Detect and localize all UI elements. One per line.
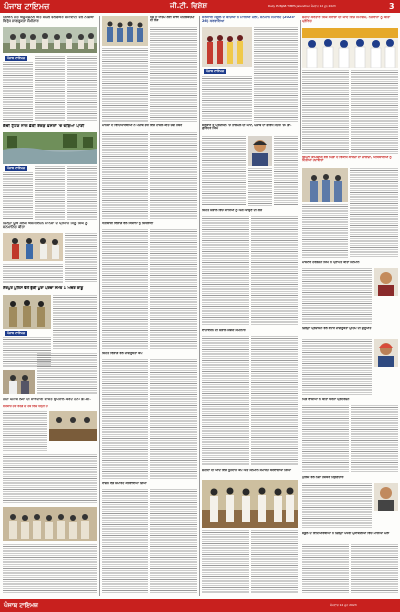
article-body — [202, 530, 249, 594]
students-photo — [202, 27, 252, 67]
article-body — [251, 216, 298, 326]
article-body — [274, 136, 298, 206]
article-body — [102, 48, 148, 122]
headline: ਸਿਹਤ ਸੰਭਾਲ ਵਿੱਚ ਸਾਰਿਆਂ ਨੂੰ ਅੱਗੇ ਆਉਣ ਦੀ ਲੋੜ — [202, 209, 263, 212]
article-body — [302, 339, 372, 395]
headline: ਸਿਹਤ ਵਿਭਾਗ ਵੱਲੋਂ ਜਾਗਰੂਕਤਾ ਕੈਂਪ — [102, 352, 143, 355]
article-body — [302, 70, 349, 154]
article-body — [302, 483, 372, 529]
crowd-photo — [3, 507, 97, 541]
photo-tag: ਪੰਜਾਬ ਟਾਇਮਜ਼ — [7, 56, 26, 60]
person-portrait — [374, 339, 398, 367]
article-body — [351, 405, 398, 473]
article-body — [67, 166, 97, 220]
headline: ਮਾਸਟਰ ਹਰਭਜਨ ਸਿੰਘ ਨੇ ਪ੍ਰਾਪਤ ਕੀਤਾ ਸਨਮਾਨ — [302, 261, 360, 264]
article-body — [35, 56, 65, 122]
group-photo — [3, 27, 97, 53]
classroom-photo — [102, 16, 148, 46]
article-body — [150, 132, 197, 220]
subheadline: ਸਰਕਾਰ ਹਰ ਵਰਗ ਦੇ ਹੱਕ ਵਿੱਚ ਖੜ੍ਹੀ ਹੈ — [3, 405, 48, 408]
headline: ਕੱਚੀ ਟੁੱਟਣ ਨਾਲ ਛੱਤੀ ਏਕੜ ਫ਼ਸਲਾਂ 'ਚ ਵੜਿਆ ਪਾਣੀ — [3, 124, 85, 128]
headline: ਗਿਆਨ ਜੋਤ ਐਜੂਕੇਸ਼ਨਲ ਅਤੇ ਸੋਸ਼ਲ ਵੈੱਲਫੇਅਰ ਸੋਸਾਇਟੀ ਵੱਲੋਂ ਨਸ਼ਿਆਂ ਵਿਰੁੱਧ ਜਾਗਰੂਕਤਾ ਸੈਮੀਨਾਰ — [3, 16, 95, 23]
column-divider — [99, 16, 100, 596]
headline: ਸ਼ਹੀਦਾਂ ਦੀ ਯਾਦ ਵਿੱਚ ਖੂਨਦਾਨ ਕੈਂਪ ਅਤੇ ਸਨਮਾਨ ਸਮਾਰੋਹ ਕਰਵਾਇਆ ਗਿਆ — [202, 469, 291, 472]
flood-photo — [3, 132, 97, 164]
article-body — [35, 166, 65, 220]
article-body — [3, 411, 47, 451]
official-photo — [302, 168, 348, 202]
headline: ਖੇਤੀਬਾੜੀ ਵਿਭਾਗ ਵੱਲੋਂ ਕਿਸਾਨਾਂ ਨੂੰ ਸਿਖਲਾਈ — [102, 222, 154, 225]
headline: ਨਸ਼ੇ ਦੇ ਖਾਤਮੇ ਲਈ ਸਾਂਝੀ ਪਹਿਲਕਦਮੀ ਦੀ ਲੋੜ — [150, 16, 195, 23]
article-body — [302, 405, 349, 473]
ceremony-photo — [202, 480, 298, 528]
page-number: 3 — [389, 2, 395, 11]
photo-tag: ਪੰਜਾਬ ਟਾਇਮਜ਼ — [7, 166, 26, 170]
date-line: Daily PUNJAB TIMES Jalandhar ਸੋਮਵਾਰ 12 ਜੂਨ 2023 — [268, 4, 336, 8]
article-body — [102, 132, 148, 220]
headline: ਵਾਤਾਵਰਨ ਦੀ ਸੰਭਾਲ ਸਬੰਧੀ ਸੈਮੀਨਾਰ — [202, 329, 246, 332]
person-portrait — [374, 483, 398, 511]
article-body — [202, 336, 249, 466]
article-body — [302, 204, 348, 258]
article-body — [37, 353, 97, 395]
article-body — [202, 76, 252, 122]
article-body — [102, 359, 148, 479]
article-body — [150, 27, 197, 122]
article-body — [254, 27, 298, 122]
article-body — [248, 168, 272, 206]
meeting-photo — [49, 411, 97, 441]
headline: ਜ਼ਿਲ੍ਹਾ ਪ੍ਰਸ਼ਾਸਨ ਵੱਲੋਂ ਵੋਟਰ ਜਾਗਰੂਕਤਾ ਮੁਹਿੰਮ ਦੀ ਸ਼ੁਰੂਆਤ — [302, 327, 372, 330]
footer-date: ਸੋਮਵਾਰ 12 ਜੂਨ 2023 — [330, 603, 357, 607]
portrait-photo — [248, 136, 272, 166]
headline: ਡਿਪਟੀ ਕਮਿਸ਼ਨਰ ਵੱਲੋਂ ਪਿੰਡਾਂ ਦੇ ਵਿਕਾਸ ਕਾਰਜਾਂ ਦਾ ਜਾਇਜ਼ਾ, ਅਧਿਕਾਰੀਆਂ ਨੂੰ ਦਿੱਤੀਆਂ ਹਦਾਇਤਾਂ — [302, 156, 392, 163]
photo-tag: ਪੰਜਾਬ ਟਾਇਮਜ਼ — [206, 69, 225, 73]
photo-tag: ਪੰਜਾਬ ਟਾਇਮਜ਼ — [7, 331, 26, 335]
headline: ਸ਼ਹੀਦ ਕਰਤਾਰ ਸਿੰਘ ਸਰਾਭਾ ਦੀ ਯਾਦ ਵਿੱਚ ਸਮਾਗਮ, ਨੌਜਵਾਨਾਂ ਨੂੰ ਕੀਤਾ ਪ੍ਰੇਰਿਤ — [302, 16, 391, 23]
event-photo — [3, 370, 35, 394]
police-photo — [3, 295, 51, 329]
article-body — [67, 56, 97, 122]
religious-gathering-photo — [302, 28, 398, 68]
article-body — [3, 454, 97, 504]
article-body — [251, 336, 298, 466]
footer-masthead: ਪੰਜਾਬ ਟਾਇਮਜ਼ — [4, 602, 38, 609]
headline: ਨਸ਼ਾ ਪੰਜਾਬ ਲੋਕਾਂ ਦੀ ਸਾਝੇਦਾਰੀ ਵਾਸਤੇ ਉਪਰਾਲੇ ਕਰਦੇ ਹਨ: ਡੀ.ਸੀ. — [3, 398, 91, 401]
article-body — [53, 295, 97, 350]
person-portrait — [374, 268, 398, 296]
center-title: ਜੀ.ਟੀ. ਵਿਸ਼ੇਸ਼ — [170, 2, 207, 10]
article-body — [150, 229, 197, 349]
headline: ਪਿੰਡ ਵਾਸੀਆਂ ਨੇ ਕੀਤਾ ਧਰਨਾ ਪ੍ਰਦਰਸ਼ਨ — [302, 398, 350, 401]
headline: ਸਕੂਲ ਦੇ ਵਿਦਿਆਰਥੀਆਂ ਨੇ ਜ਼ਿਲ੍ਹਾ ਪੱਧਰੀ ਮੁਕਾਬਲਿਆਂ ਵਿੱਚ ਮਾਰੀਆਂ ਮੱਲਾਂ — [302, 532, 390, 535]
article-body — [3, 544, 97, 594]
article-body — [302, 268, 372, 324]
article-body — [150, 489, 197, 594]
article-body — [3, 172, 33, 220]
column-divider — [300, 20, 301, 150]
honour-photo — [3, 233, 63, 261]
article-body — [202, 216, 249, 326]
masthead: ਪੰਜਾਬ ਟਾਇਮਜ਼ — [4, 2, 50, 11]
article-body — [3, 264, 63, 283]
article-body — [351, 70, 398, 154]
headline: ਜ਼ਿਲ੍ਹਾ ਯੂਥ ਕਲੱਬ ਐਸੋਸੀਏਸ਼ਨ ਮਾਨਸਾ ਦੇ ਪ੍ਰਧਾਨ ਮਿੱਠੂ ਸਿੰਘ ਨੂੰ ਸਨਮਾਨਿਤ ਕੀਤਾ — [3, 222, 88, 229]
article-body — [150, 359, 197, 479]
article-body — [102, 229, 148, 349]
headline: ਸਰਕਾਰੀ ਸਕੂਲ ਦੇ ਬੱਚਿਆਂ ਨੇ ਮਾਰੀਆਂ ਮੱਲਾਂ, ਸਨਮਾਨ ਸਮਾਰੋਹ (2025-26) ਕਰਵਾਇਆ — [202, 16, 296, 23]
headline: ਸਰਕਾਰ ਤੇ ਪ੍ਰਸ਼ਾਸਨ 'ਚ ਤਾਲਮੇਲ ਦੀ ਘਾਟ, ਪੰਜਾਬ ਦਾ ਭਵਿੱਖ ਖ਼ਤਰੇ 'ਚ: ਡਾ. ਗੁਰਿੰਦਰ ਸਿੰਘ — [202, 124, 292, 131]
article-body — [351, 544, 398, 594]
headline: ਸ਼ੇਰਪੁਰ ਪੁਲਿਸ ਵੱਲੋਂ ਭੁੱਕੀ ਪੂਰਾ ਪਰਚਾ ਸਮੇਤ 1 ਅੰਦਰ ਕਾਬੂ — [3, 286, 83, 290]
article-body — [3, 62, 33, 122]
headline: ਮਾਨਸਾ ਦੇ ਵਿਦਿਆਰਥੀਆਂ ਨੇ ਪੰਜਾਬ ਭਰ ਵਿੱਚੋਂ ਹਾਸਲ ਕੀਤੇ ਚੰਗੇ ਨੰਬਰ — [102, 124, 183, 127]
headline: ਪੁਲਿਸ ਵੱਲੋਂ ਨਸ਼ਾ ਤਸਕਰ ਗ੍ਰਿਫ਼ਤਾਰ — [302, 476, 344, 479]
article-body — [65, 233, 97, 283]
article-body — [202, 136, 246, 206]
article-body — [302, 544, 349, 594]
article-body — [251, 530, 298, 594]
article-body — [102, 489, 148, 594]
article-body — [350, 168, 398, 258]
column-divider — [199, 16, 200, 596]
headline: ਰਾਸ਼ਨ ਵੰਡ ਸਮਾਰੋਹ ਕਰਵਾਇਆ ਗਿਆ — [102, 482, 147, 485]
